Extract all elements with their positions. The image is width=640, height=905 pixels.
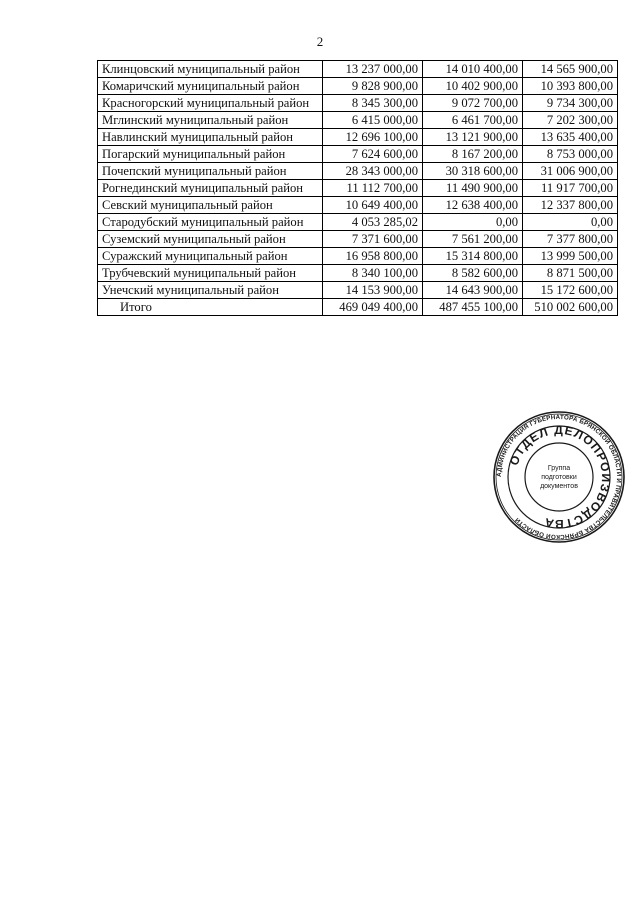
value-cell-3: 510 002 600,00	[523, 299, 618, 316]
value-cell-1: 10 649 400,00	[323, 197, 423, 214]
value-cell-3: 9 734 300,00	[523, 95, 618, 112]
table-row	[98, 95, 618, 112]
value-cell-3: 12 337 800,00	[523, 197, 618, 214]
value-cell-3: 13 635 400,00	[523, 129, 618, 146]
table-total-row	[98, 299, 618, 316]
stamp-center-line-2: подготовки	[541, 474, 577, 481]
district-name-cell: Почепский муниципальный район	[98, 163, 323, 180]
district-name-cell: Суражский муниципальный район	[98, 248, 323, 265]
value-cell-2: 8 582 600,00	[423, 265, 523, 282]
page-number: 2	[316, 34, 324, 49]
table-row	[98, 129, 618, 146]
value-cell-2: 7 561 200,00	[423, 231, 523, 248]
table-row	[98, 248, 618, 265]
value-cell-3: 7 377 800,00	[523, 231, 618, 248]
value-cell-1: 12 696 100,00	[323, 129, 423, 146]
total-label-cell: Итого	[98, 299, 323, 316]
table-row	[98, 282, 618, 299]
table-row	[98, 146, 618, 163]
value-cell-1: 11 112 700,00	[323, 180, 423, 197]
value-cell-1: 14 153 900,00	[323, 282, 423, 299]
stamp-center-line-3: документов	[540, 483, 578, 490]
table-row	[98, 197, 618, 214]
value-cell-2: 8 167 200,00	[423, 146, 523, 163]
table-row	[98, 231, 618, 248]
value-cell-1: 4 053 285,02	[323, 214, 423, 231]
value-cell-2: 0,00	[423, 214, 523, 231]
value-cell-2: 11 490 900,00	[423, 180, 523, 197]
table-row	[98, 180, 618, 197]
district-name-cell: Клинцовский муниципальный район	[98, 61, 323, 78]
official-stamp	[492, 410, 626, 544]
value-cell-1: 9 828 900,00	[323, 78, 423, 95]
value-cell-1: 13 237 000,00	[323, 61, 423, 78]
district-name-cell: Красногорский муниципальный район	[98, 95, 323, 112]
value-cell-2: 487 455 100,00	[423, 299, 523, 316]
district-name-cell: Унечский муниципальный район	[98, 282, 323, 299]
district-name-cell: Комаричский муниципальный район	[98, 78, 323, 95]
value-cell-1: 7 371 600,00	[323, 231, 423, 248]
value-cell-3: 31 006 900,00	[523, 163, 618, 180]
stamp-ring-text: ОТДЕЛ ДЕЛОПРОИЗВОДСТВА	[506, 422, 614, 532]
value-cell-2: 14 010 400,00	[423, 61, 523, 78]
table-row	[98, 265, 618, 282]
district-name-cell: Суземский муниципальный район	[98, 231, 323, 248]
value-cell-3: 11 917 700,00	[523, 180, 618, 197]
district-name-cell: Навлинский муниципальный район	[98, 129, 323, 146]
table-row	[98, 61, 618, 78]
budget-table	[97, 60, 618, 316]
value-cell-2: 12 638 400,00	[423, 197, 523, 214]
value-cell-2: 30 318 600,00	[423, 163, 523, 180]
value-cell-2: 10 402 900,00	[423, 78, 523, 95]
value-cell-3: 13 999 500,00	[523, 248, 618, 265]
value-cell-3: 0,00	[523, 214, 618, 231]
value-cell-1: 8 340 100,00	[323, 265, 423, 282]
district-name-cell: Стародубский муниципальный район	[98, 214, 323, 231]
value-cell-2: 15 314 800,00	[423, 248, 523, 265]
value-cell-3: 14 565 900,00	[523, 61, 618, 78]
table-row	[98, 163, 618, 180]
value-cell-2: 14 643 900,00	[423, 282, 523, 299]
value-cell-2: 13 121 900,00	[423, 129, 523, 146]
value-cell-3: 8 753 000,00	[523, 146, 618, 163]
value-cell-1: 8 345 300,00	[323, 95, 423, 112]
district-name-cell: Погарский муниципальный район	[98, 146, 323, 163]
table-body	[98, 61, 618, 316]
value-cell-1: 28 343 000,00	[323, 163, 423, 180]
district-name-cell: Трубчевский муниципальный район	[98, 265, 323, 282]
stamp-outer-text: АДМИНИСТРАЦИЯ ГУБЕРНАТОРА БРЯНСКОЙ ОБЛАСТИ И ПРАВИТЕЛЬСТВА БРЯНСКОЙ ОБЛАСТИ	[495, 413, 623, 541]
district-name-cell: Рогнединский муниципальный район	[98, 180, 323, 197]
table-row	[98, 78, 618, 95]
value-cell-3: 10 393 800,00	[523, 78, 618, 95]
district-name-cell: Мглинский муниципальный район	[98, 112, 323, 129]
value-cell-3: 7 202 300,00	[523, 112, 618, 129]
value-cell-3: 15 172 600,00	[523, 282, 618, 299]
value-cell-2: 9 072 700,00	[423, 95, 523, 112]
value-cell-1: 16 958 800,00	[323, 248, 423, 265]
stamp-center-line-1: Группа	[547, 465, 571, 472]
value-cell-2: 6 461 700,00	[423, 112, 523, 129]
table-row	[98, 112, 618, 129]
district-name-cell: Севский муниципальный район	[98, 197, 323, 214]
table-row	[98, 214, 618, 231]
value-cell-3: 8 871 500,00	[523, 265, 618, 282]
value-cell-1: 469 049 400,00	[323, 299, 423, 316]
value-cell-1: 7 624 600,00	[323, 146, 423, 163]
value-cell-1: 6 415 000,00	[323, 112, 423, 129]
